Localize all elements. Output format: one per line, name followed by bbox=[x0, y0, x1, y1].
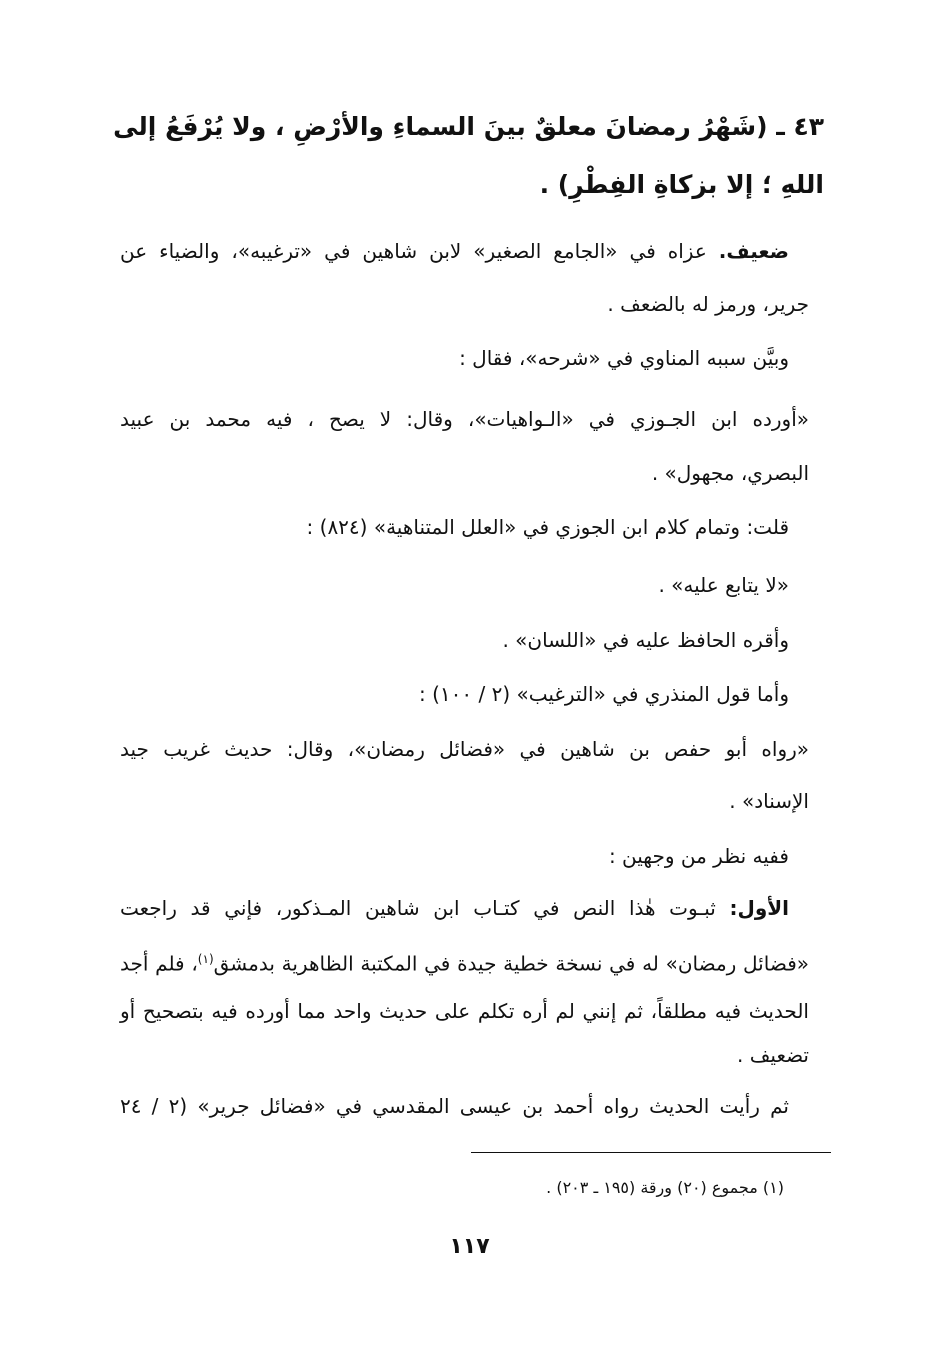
body-line-text: ، فلم أجد bbox=[120, 951, 198, 976]
footnote-marker: (١) bbox=[197, 952, 214, 966]
body-line: الإسناد» . bbox=[729, 789, 809, 813]
grading-label: ضعيف. bbox=[718, 239, 789, 263]
body-line-text: ثبـوت هٰذا النص في كتـاب ابن شاهين المـذكور، فإني قد راجعت bbox=[120, 896, 730, 920]
body-line-text: عزاه في «الجامع الصغير» لابن شاهين في «ترغيبه»، والضياء عن bbox=[120, 239, 719, 263]
body-line: وبيَّن سببه المناوي في «شرحه»، فقال : bbox=[459, 346, 789, 370]
hadith-heading-line-2: اللهِ ؛ إلا بزكاةِ الفِطْرِ) . bbox=[539, 170, 824, 199]
page-number: ١١٧ bbox=[449, 1234, 490, 1259]
body-line bbox=[120, 893, 789, 923]
footnote: (١) مجموع (٢٠) ورقة (١٩٥ ـ ٢٠٣) . bbox=[546, 1178, 784, 1197]
body-line-text: «فضائل رمضان» له في نسخة خطية جيدة في المكتبة الظاهرية بدمشق bbox=[213, 951, 809, 976]
first-point-label: الأول: bbox=[729, 896, 789, 920]
body-line: «رواه أبو حفص بن شاهين في «فضائل رمضان»، وقال: حديث غريب جيد bbox=[120, 737, 809, 761]
body-line: ففيه نظر من وجهين : bbox=[608, 844, 789, 868]
body-line: «أورده ابن الجـوزي في «الـواهيات»، وقال: لا يصح ، فيه محمد بن عبيد bbox=[120, 407, 809, 431]
body-line: قلت: وتمام كلام ابن الجوزي في «العلل المتناهية» (٨٢٤) : bbox=[306, 515, 789, 539]
body-line: «لا يتابع عليه» . bbox=[658, 573, 789, 597]
body-line bbox=[120, 944, 809, 979]
body-line: ثم رأيت الحديث رواه أحمد بن عيسى المقدسي في «فضائل جرير» (٢ / ٢٤ bbox=[120, 1094, 789, 1118]
body-line: تضعيف . bbox=[736, 1043, 809, 1067]
body-line: البصري، مجهول» . bbox=[651, 461, 809, 485]
body-line: جرير، ورمز له بالضعف . bbox=[607, 292, 809, 316]
body-line: وأقره الحافظ عليه في «اللسان» . bbox=[502, 628, 789, 652]
body-line bbox=[120, 236, 789, 266]
hadith-heading-line-1: ٤٣ ـ (شَهْرُ رمضانَ معلقٌ بينَ السماءِ والأرْضِ ، ولا يُرْفَعُ إلى bbox=[113, 112, 824, 141]
footnote-divider bbox=[471, 1152, 831, 1153]
body-line: الحديث فيه مطلقاً، ثم إنني لم أره تكلم على حديث واحد مما أورده فيه بتصحيح أو bbox=[120, 999, 809, 1023]
body-line: وأما قول المنذري في «الترغيب» (٢ / ١٠٠) : bbox=[419, 682, 789, 706]
